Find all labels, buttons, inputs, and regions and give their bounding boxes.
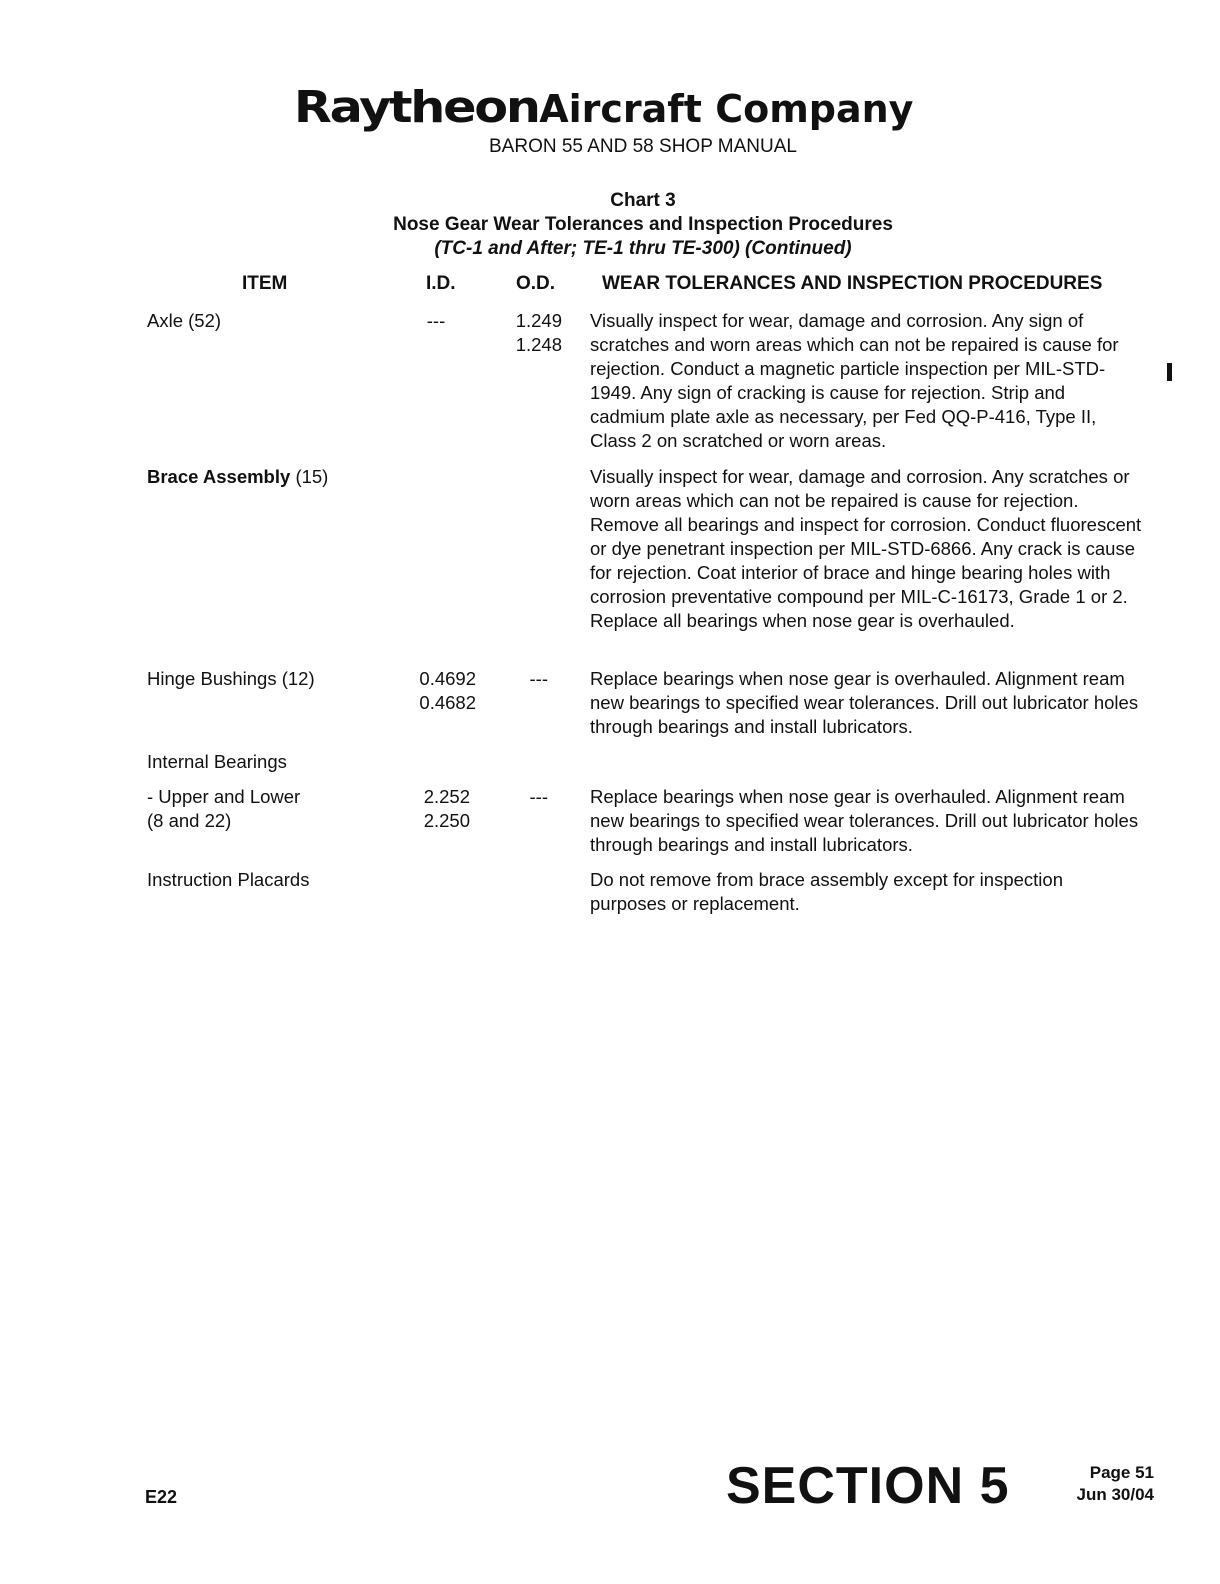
row-item — [147, 465, 407, 489]
company-header — [0, 82, 1220, 133]
row-item: Internal Bearings — [147, 751, 287, 772]
row-item-line2: (8 and 22) — [147, 810, 232, 831]
row-item: Instruction Placards — [147, 869, 310, 890]
row-item: Axle (52) — [147, 310, 222, 331]
row-description: Replace bearings when nose gear is overhauled. Alignment ream new bearings to specified wear tolerances. Drill out lubricator holes through bearings and install lubricators. — [590, 668, 1139, 737]
chart-applicability: (TC-1 and After; TE-1 thru TE-300) (Continued) — [434, 238, 852, 259]
raytheon-logo: Raytheon — [293, 82, 539, 133]
chart-number: Chart 3 — [610, 190, 676, 211]
footer-page-info — [1050, 1462, 1154, 1506]
footer-code: E22 — [145, 1487, 178, 1507]
column-header-item: ITEM — [242, 273, 288, 294]
row-item: Hinge Bushings (12) — [147, 668, 315, 689]
change-bar — [1167, 363, 1172, 381]
column-header-id: I.D. — [426, 273, 456, 294]
row-description: Visually inspect for wear, damage and corrosion. Any sign of scratches and worn areas which can not be repaired is cause for rejection. Conduct a magnetic particle inspection per MIL-STD-1949. Any sign of cracking is cause for rejection. Strip and cadmium plate axle as necessary, per Fed QQ-P-416, Type II, Class 2 on scratched or worn areas. — [590, 310, 1119, 451]
row-item-ref: (15) — [295, 466, 329, 487]
row-id-min: 0.4682 — [419, 692, 476, 713]
revision-date: Jun 30/04 — [1076, 1485, 1154, 1504]
column-header-wear: WEAR TOLERANCES AND INSPECTION PROCEDURES — [602, 273, 1103, 294]
row-id-max: 0.4692 — [419, 668, 476, 689]
company-name: Aircraft Company — [539, 87, 914, 131]
row-od: --- — [529, 786, 548, 807]
manual-title: BARON 55 AND 58 SHOP MANUAL — [489, 136, 797, 157]
row-od-max: 1.249 — [515, 310, 562, 331]
footer-section: SECTION 5 — [726, 1457, 1010, 1515]
row-id-max: 2.252 — [423, 786, 470, 807]
row-od-min: 1.248 — [515, 334, 562, 355]
row-id-min: 2.250 — [423, 810, 470, 831]
chart-title: Nose Gear Wear Tolerances and Inspection Procedures — [393, 214, 893, 235]
page-number: Page 51 — [1089, 1463, 1154, 1482]
row-description: Replace bearings when nose gear is overhauled. Alignment ream new bearings to specified wear tolerances. Drill out lubricator holes through bearings and install lubricators. — [590, 786, 1139, 855]
row-item-name: Brace Assembly — [147, 466, 291, 487]
column-header-od: O.D. — [516, 273, 556, 294]
row-od: --- — [529, 668, 548, 689]
row-id: --- — [426, 310, 446, 331]
row-description: Visually inspect for wear, damage and corrosion. Any scratches or worn areas which can not be repaired is cause for rejection. Remove all bearings and inspect for corrosion. Conduct fluorescent or dye penetrant inspection per MIL-STD-6866. Any crack is cause for rejection. Coat interior of brace and hinge bearing holes with corrosion preventative compound per MIL-C-16173, Grade 1 or 2. Replace all bearings when nose gear is overhauled. — [590, 466, 1142, 631]
row-description: Do not remove from brace assembly except for inspection purposes or replacement. — [590, 869, 1063, 914]
row-item-line1: - Upper and Lower — [147, 786, 301, 807]
